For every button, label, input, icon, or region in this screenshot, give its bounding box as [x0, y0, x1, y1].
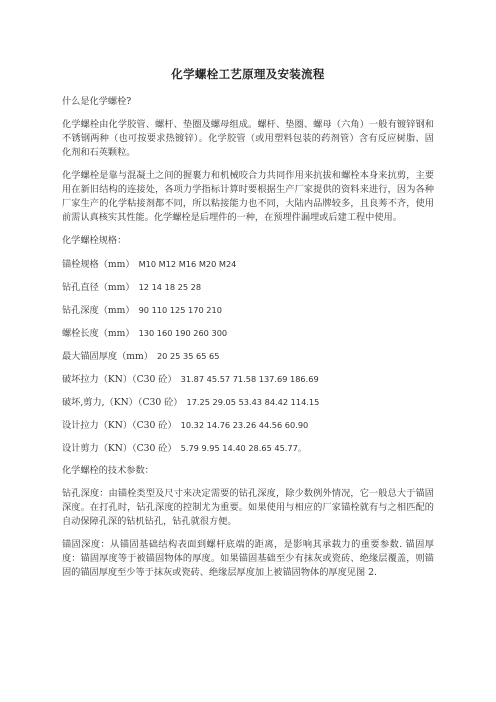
spec-row [62, 372, 434, 387]
spec-row [62, 395, 434, 410]
spec-heading: 化学螺栓规格： [62, 235, 127, 246]
spec-values: 10.32 14.76 23.26 44.56 60.90 [180, 420, 309, 430]
paragraph-anchor-depth: 锚固深度：从锚固基础结构表面到螺杆底端的距离，是影响其承载力的重要参数. 锚固厚度：锚固厚度等于被锚固物体的厚度。如果锚固基础至少有抹灰或瓷砖、绝缘层覆盖，则锚固的锚固厚度至少等于抹灰或瓷砖、绝缘层厚度加上被锚固物体的厚度见图 2. [62, 539, 434, 578]
spec-values: 12 14 18 25 28 [138, 282, 202, 292]
spec-row [62, 326, 434, 341]
tech-heading: 化学螺栓的技术参数： [62, 465, 154, 476]
paragraph-composition: 化学螺栓由化学胶管、螺杆、垫圈及螺母组成。螺杆、垫圈、螺母（六角）一般有镀锌钢和不锈钢两种（也可按要求热镀锌）。化学胶管（或用塑料包装的药剂管）含有反应树脂、固化剂和石英颗粒。 [62, 119, 434, 158]
spec-row [62, 303, 434, 318]
document-body [62, 95, 434, 589]
spec-row [62, 257, 434, 272]
spec-label: 螺栓长度（mm） [62, 328, 135, 339]
spec-values: 17.25 29.05 53.43 84.42 114.15 [186, 397, 320, 407]
spec-row [62, 349, 434, 364]
spec-label: 锚栓规格（mm） [62, 259, 135, 270]
paragraph-principle: 化学螺栓是靠与混凝土之间的握裹力和机械咬合力共同作用来抗拔和螺栓本身来抗剪，主要用在新旧结构的连接处，各项力学指标计算时要根据生产厂家提供的资料来进行，因为各种厂家生产的化学粘接剂都不同，所以粘接能力也不同，大陆内品牌较多，且良莠不齐，使用前需认真核实其性能。化学螺栓是后埋件的一种，在预埋件漏埋或后建工程中使用。 [62, 170, 434, 223]
spec-label: 破坏,剪力,（KN）（C30 砼） [62, 397, 183, 408]
spec-row [62, 441, 434, 456]
page-title: 化学螺栓工艺原理及安装流程 [171, 67, 325, 81]
paragraph-drill-depth: 钻孔深度：由锚栓类型及尺寸来决定需要的钻孔深度，除少数例外情况，它一般总大于锚固深度。在打孔时，钻孔深度的控制尤为重要。如果使用与相应的厂家锚栓就有与之相匹配的自动保障孔深的钻机钻孔，钻孔就很方便。 [62, 488, 434, 527]
spec-label: 钻孔深度（mm） [62, 305, 135, 316]
spec-values: 130 160 190 260 300 [138, 328, 228, 338]
spec-row [62, 280, 434, 295]
intro-question: 什么是化学螺栓? [62, 96, 132, 107]
spec-label: 设计拉力（KN）（C30 砼） [62, 420, 177, 431]
spec-label: 破坏拉力（KN）（C30 砼） [62, 374, 177, 385]
spec-values: 90 110 125 170 210 [138, 305, 222, 315]
spec-values: M10 M12 M16 M20 M24 [138, 259, 237, 269]
spec-label: 钻孔直径（mm） [62, 282, 135, 293]
spec-label: 设计剪力（KN）（C30 砼） [62, 443, 177, 454]
spec-row [62, 418, 434, 433]
spec-values: 20 25 35 65 65 [156, 351, 220, 361]
spec-list [62, 257, 434, 456]
spec-values: 31.87 45.57 71.58 137.69 186.69 [180, 374, 319, 384]
spec-values: 5.79 9.95 14.40 28.65 45.77。 [180, 443, 307, 453]
spec-label: 最大锚固厚度（mm） [62, 351, 153, 362]
